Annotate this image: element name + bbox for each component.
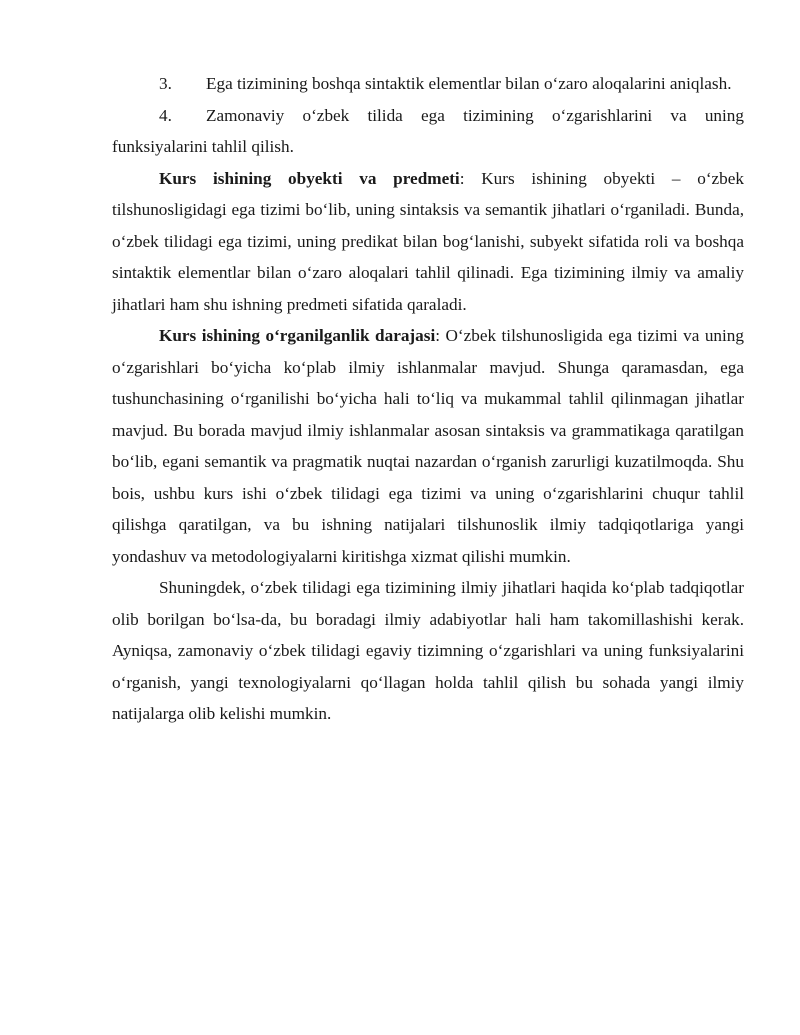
list-number: 3. xyxy=(159,74,172,93)
paragraph-text: : Kurs ishining obyekti – o‘zbek tilshunosligidagi ega tizimi bo‘lib, uning sintaksis va semantik jihatlari o‘rganiladi. Bunda, o‘zbek tilidagi ega tizimi, uning predikat bilan bog‘lanishi, subyekt sifatida roli va boshqa sintaktik elementlar bilan o‘zaro aloqalari tahlil qilinadi. Ega tizimining ilmiy va amaliy jihatlari ham shu ishning predmeti sifatida qaraladi. xyxy=(112,168,744,314)
list-item-4 xyxy=(112,100,744,163)
section-heading-degree: Kurs ishining o‘rganilganlik darajasi xyxy=(159,326,436,345)
paragraph-study-degree xyxy=(112,320,744,572)
list-text: Ega tizimining boshqa sintaktik elementlar bilan o‘zaro aloqalarini aniqlash. xyxy=(206,74,732,93)
list-number: 4. xyxy=(159,105,172,125)
section-heading-object: Kurs ishining obyekti va predmeti xyxy=(159,168,460,188)
list-item-3 xyxy=(112,68,744,100)
list-text: Zamonaviy o‘zbek tilida ega tizimining o‘zgarishlarini va uning funksiyalarini tahlil qilish. xyxy=(112,105,744,156)
paragraph-text: : O‘zbek tilshunosligida ega tizimi va uning o‘zgarishlari bo‘yicha ko‘plab ilmiy ishlanmalar mavjud. Shunga qaramasdan, ega tushunchasining o‘rganilishi bo‘yicha hali to‘liq va mukammal tahlil qilinmagan jihatlar mavjud. Bu borada mavjud ilmiy ishlanmalar asosan sintaksis va grammatikaga qaratilgan bo‘lib, egani semantik va pragmatik nuqtai nazardan o‘rganish zarurligi kuzatilmoqda. Shu bois, ushbu kurs ishi o‘zbek tilidagi ega tizimi va uning o‘zgarishlarini chuqur tahlil qilishga qaratilgan, va bu ishning natijalari tilshunoslik ilmiy tadqiqotlariga yangi yondashuv va metodologiyalarni kiritishga xizmat qilishi mumkin. xyxy=(112,326,744,566)
document-page xyxy=(112,68,744,730)
paragraph-final: Shuningdek, o‘zbek tilidagi ega tizimining ilmiy jihatlari haqida ko‘plab tadqiqotlar olib borilgan bo‘lsa-da, bu boradagi ilmiy adabiyotlar hali ham takomillashishi kerak. Ayniqsa, zamonaviy o‘zbek tilidagi egaviy tizimning o‘zgarishlari va uning funksiyalarini o‘rganish, yangi texnologiyalarni qo‘llagan holda tahlil qilish bu sohada yangi ilmiy natijalarga olib kelishi mumkin. xyxy=(112,578,744,723)
paragraph-object-subject xyxy=(112,163,744,321)
